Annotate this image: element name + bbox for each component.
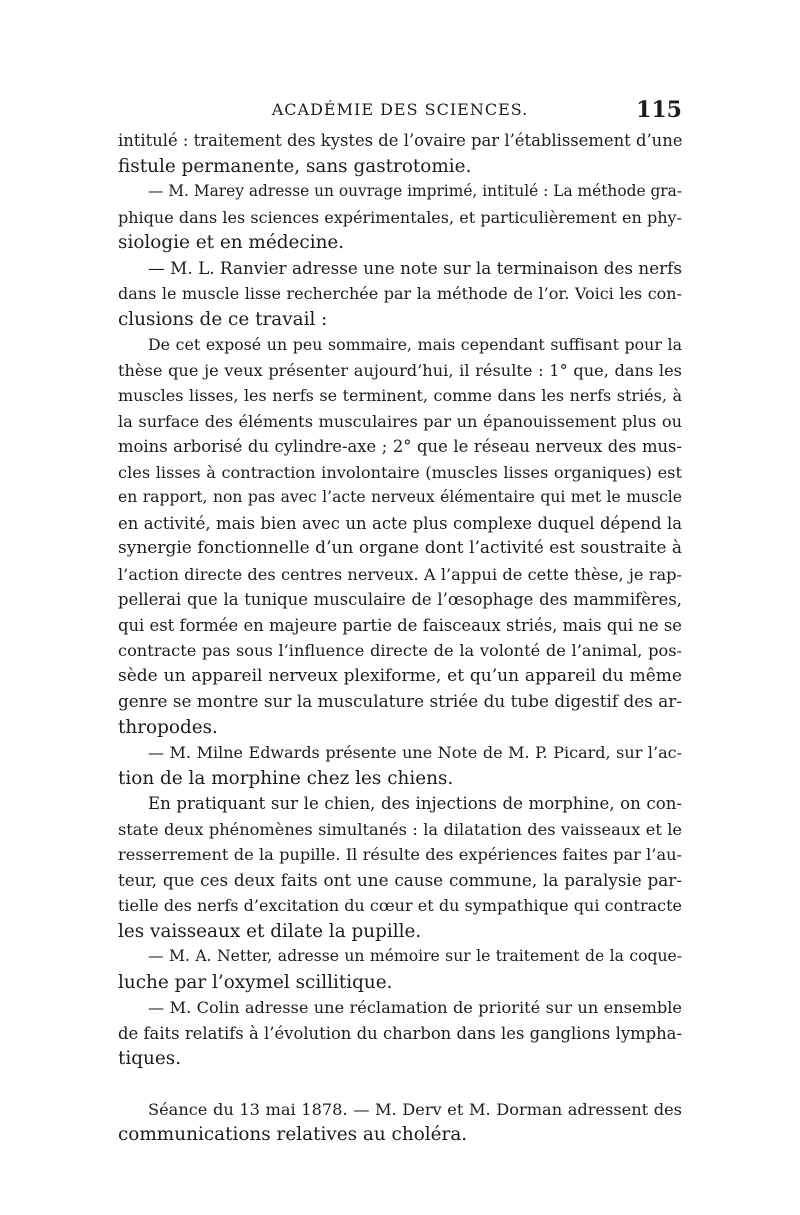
text-line: De cet exposé un peu sommaire, mais cependant suffisant pour la xyxy=(148,335,682,354)
text-line: En pratiquant sur le chien, des injections de morphine, on con- xyxy=(148,794,682,813)
page-number: 115 xyxy=(636,97,682,123)
paragraph-gap xyxy=(118,1072,682,1097)
running-header xyxy=(118,97,682,124)
text-line: la surface des éléments musculaires par un épanouissement plus ou xyxy=(118,411,682,431)
text-line: de faits relatifs à l’évolution du charbon dans les ganglions lympha- xyxy=(118,1023,682,1043)
text-line: pellerai que la tunique musculaire de l’œsophage des mammifères, xyxy=(118,590,682,609)
text-line: state deux phénomènes simultanés : la dilatation des vaisseaux et le xyxy=(118,819,682,839)
text-line: genre se montre sur la musculature striée du tube digestif des ar- xyxy=(118,691,682,711)
text-line: Séance du 13 mai 1878. — M. Derv et M. Dorman adressent des xyxy=(148,1099,682,1119)
text-line: muscles lisses, les nerfs se terminent, comme dans les nerfs striés, à xyxy=(118,386,682,405)
text-line: tiques. xyxy=(118,1048,182,1069)
text-line: contracte pas sous l’influence directe de la volonté de l’animal, pos- xyxy=(118,641,682,660)
text-line: phique dans les sciences expérimentales, et particulièrement en phy- xyxy=(118,207,682,227)
text-line: — M. Marey adresse un ouvrage imprimé, intitulé : La méthode gra- xyxy=(148,182,683,200)
text-line: qui est formée en majeure partie de faisceaux striés, mais qui ne se xyxy=(118,615,682,635)
body-text xyxy=(118,128,682,1148)
text-line: les vaisseaux et dilate la pupille. xyxy=(118,920,422,942)
text-line: — M. Milne Edwards présente une Note de M. P. Picard, sur l’ac- xyxy=(148,743,682,762)
text-line: thropodes. xyxy=(118,716,218,738)
text-line: — M. L. Ranvier adresse une note sur la terminaison des nerfs xyxy=(148,257,682,278)
text-line: luche par l’oxymel scillitique. xyxy=(118,971,393,993)
text-line: synergie fonctionnelle d’un organe dont l’activité est soustraite à xyxy=(118,538,682,558)
header-title: ACADÉMIE DES SCIENCES. xyxy=(271,100,529,119)
text-line: moins arborisé du cylindre-axe ; 2° que le réseau nerveux des mus- xyxy=(118,437,682,456)
text-line: en activité, mais bien avec un acte plus complexe duquel dépend la xyxy=(118,513,682,533)
text-line: tielle des nerfs d’excitation du cœur et du sympathique qui contracte xyxy=(118,896,682,915)
text-line: intitulé : traitement des kystes de l’ovaire par l’établissement d’une xyxy=(118,131,683,150)
text-line: siologie et en médecine. xyxy=(118,232,345,253)
text-line: cles lisses à contraction involontaire (muscles lisses organiques) est xyxy=(118,462,682,482)
text-line: — M. Colin adresse une réclamation de priorité sur un ensemble xyxy=(148,998,682,1017)
text-line: l’action directe des centres nerveux. A l’appui de cette thèse, je rap- xyxy=(118,564,682,584)
text-line: fistule permanente, sans gastrotomie. xyxy=(118,155,472,177)
text-line: clusions de ce travail : xyxy=(118,308,328,330)
text-line: teur, que ces deux faits ont une cause commune, la paralysie par- xyxy=(118,869,682,890)
text-line: — M. A. Netter, adresse un mémoire sur le traitement de la coque- xyxy=(148,947,682,965)
text-line: sède un appareil nerveux plexiforme, et qu’un appareil du même xyxy=(118,665,682,686)
text-line: dans le muscle lisse recherchée par la méthode de l’or. Voici les con- xyxy=(118,284,682,303)
text-line: resserrement de la pupille. Il résulte des expériences faites par l’au- xyxy=(118,845,682,864)
text-line: en rapport, non pas avec l’acte nerveux élémentaire qui met le muscle xyxy=(118,488,682,506)
text-line: tion de la morphine chez les chiens. xyxy=(118,767,454,789)
text-line: communications relatives au choléra. xyxy=(118,1124,468,1145)
text-line: thèse que je veux présenter aujourd’hui, il résulte : 1° que, dans les xyxy=(118,360,682,380)
